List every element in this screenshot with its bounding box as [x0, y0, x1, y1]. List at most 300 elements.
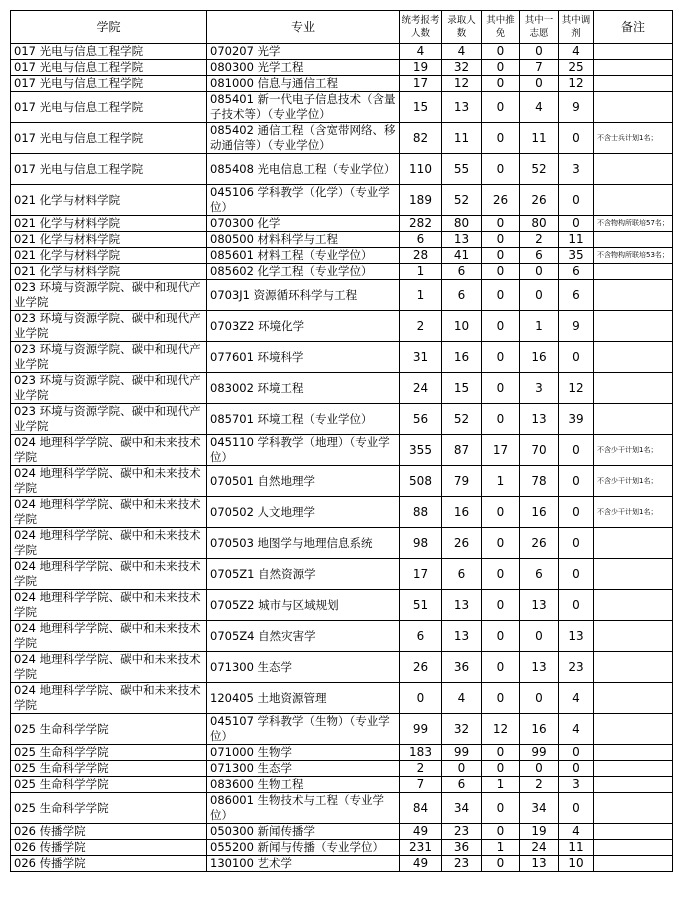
first-choice-cell: 13	[520, 590, 559, 621]
first-choice-cell: 24	[520, 840, 559, 856]
college-cell: 025 生命科学学院	[11, 793, 207, 824]
table-row	[11, 404, 673, 435]
major-cell: 070501 自然地理学	[207, 466, 400, 497]
table-row	[11, 714, 673, 745]
note-cell: 不含士兵计划1名；	[594, 123, 673, 154]
header-major: 专业	[207, 11, 400, 44]
first-choice-cell: 34	[520, 793, 559, 824]
note-cell: 不含少干计划1名；	[594, 466, 673, 497]
adjusted-cell: 9	[559, 92, 594, 123]
admitted-cell: 41	[442, 248, 482, 264]
note-cell	[594, 92, 673, 123]
note-cell	[594, 154, 673, 185]
recommended-cell: 26	[482, 185, 520, 216]
applicants-cell: 15	[400, 92, 442, 123]
table-row	[11, 92, 673, 123]
admitted-cell: 11	[442, 123, 482, 154]
adjusted-cell: 0	[559, 466, 594, 497]
major-cell: 045110 学科教学（地理）（专业学位）	[207, 435, 400, 466]
recommended-cell: 0	[482, 793, 520, 824]
applicants-cell: 4	[400, 44, 442, 60]
first-choice-cell: 4	[520, 92, 559, 123]
note-cell: 不含物构所联培53名；	[594, 248, 673, 264]
college-cell: 017 光电与信息工程学院	[11, 76, 207, 92]
college-cell: 017 光电与信息工程学院	[11, 92, 207, 123]
note-cell	[594, 404, 673, 435]
first-choice-cell: 11	[520, 123, 559, 154]
header-note: 备注	[594, 11, 673, 44]
table-row	[11, 44, 673, 60]
adjusted-cell: 39	[559, 404, 594, 435]
header-adjusted: 其中调剂	[559, 11, 594, 44]
admitted-cell: 16	[442, 342, 482, 373]
table-row	[11, 683, 673, 714]
adjusted-cell: 10	[559, 856, 594, 872]
note-cell: 不含少干计划1名；	[594, 497, 673, 528]
adjusted-cell: 11	[559, 232, 594, 248]
college-cell: 024 地理科学学院、碳中和未来技术学院	[11, 497, 207, 528]
major-cell: 085401 新一代电子信息技术（含量子技术等）（专业学位）	[207, 92, 400, 123]
first-choice-cell: 0	[520, 264, 559, 280]
college-cell: 017 光电与信息工程学院	[11, 44, 207, 60]
note-cell	[594, 761, 673, 777]
applicants-cell: 282	[400, 216, 442, 232]
recommended-cell: 0	[482, 216, 520, 232]
note-cell	[594, 342, 673, 373]
first-choice-cell: 0	[520, 44, 559, 60]
applicants-cell: 19	[400, 60, 442, 76]
major-cell: 086001 生物技术与工程（专业学位）	[207, 793, 400, 824]
table-row	[11, 373, 673, 404]
admitted-cell: 55	[442, 154, 482, 185]
applicants-cell: 28	[400, 248, 442, 264]
first-choice-cell: 0	[520, 280, 559, 311]
major-cell: 0703J1 资源循环科学与工程	[207, 280, 400, 311]
adjusted-cell: 23	[559, 652, 594, 683]
applicants-cell: 99	[400, 714, 442, 745]
college-cell: 017 光电与信息工程学院	[11, 60, 207, 76]
note-cell	[594, 621, 673, 652]
first-choice-cell: 19	[520, 824, 559, 840]
table-row	[11, 856, 673, 872]
note-cell	[594, 76, 673, 92]
first-choice-cell: 0	[520, 683, 559, 714]
admitted-cell: 4	[442, 683, 482, 714]
first-choice-cell: 3	[520, 373, 559, 404]
adjusted-cell: 6	[559, 264, 594, 280]
applicants-cell: 355	[400, 435, 442, 466]
college-cell: 021 化学与材料学院	[11, 264, 207, 280]
header-row	[11, 11, 673, 44]
college-cell: 025 生命科学学院	[11, 745, 207, 761]
college-cell: 024 地理科学学院、碳中和未来技术学院	[11, 559, 207, 590]
adjusted-cell: 3	[559, 777, 594, 793]
college-cell: 025 生命科学学院	[11, 761, 207, 777]
major-cell: 081000 信息与通信工程	[207, 76, 400, 92]
college-cell: 021 化学与材料学院	[11, 216, 207, 232]
admitted-cell: 15	[442, 373, 482, 404]
table-row	[11, 840, 673, 856]
adjusted-cell: 4	[559, 44, 594, 60]
table-row	[11, 466, 673, 497]
recommended-cell: 1	[482, 840, 520, 856]
table-row	[11, 528, 673, 559]
applicants-cell: 2	[400, 761, 442, 777]
admitted-cell: 13	[442, 92, 482, 123]
adjusted-cell: 6	[559, 280, 594, 311]
applicants-cell: 7	[400, 777, 442, 793]
major-cell: 085602 化学工程（专业学位）	[207, 264, 400, 280]
recommended-cell: 0	[482, 528, 520, 559]
major-cell: 083600 生物工程	[207, 777, 400, 793]
recommended-cell: 0	[482, 44, 520, 60]
first-choice-cell: 80	[520, 216, 559, 232]
major-cell: 071300 生态学	[207, 652, 400, 683]
admitted-cell: 26	[442, 528, 482, 559]
adjusted-cell: 0	[559, 435, 594, 466]
table-row	[11, 264, 673, 280]
college-cell: 024 地理科学学院、碳中和未来技术学院	[11, 435, 207, 466]
admitted-cell: 13	[442, 232, 482, 248]
admitted-cell: 0	[442, 761, 482, 777]
applicants-cell: 26	[400, 652, 442, 683]
recommended-cell: 0	[482, 123, 520, 154]
recommended-cell: 0	[482, 280, 520, 311]
adjusted-cell: 0	[559, 590, 594, 621]
major-cell: 045106 学科教学（化学）（专业学位）	[207, 185, 400, 216]
major-cell: 085402 通信工程（含宽带网络、移动通信等）（专业学位）	[207, 123, 400, 154]
table-row	[11, 216, 673, 232]
college-cell: 017 光电与信息工程学院	[11, 123, 207, 154]
table-row	[11, 777, 673, 793]
major-cell: 070300 化学	[207, 216, 400, 232]
college-cell: 024 地理科学学院、碳中和未来技术学院	[11, 683, 207, 714]
table-row	[11, 248, 673, 264]
adjusted-cell: 9	[559, 311, 594, 342]
admitted-cell: 6	[442, 559, 482, 590]
college-cell: 023 环境与资源学院、碳中和现代产业学院	[11, 342, 207, 373]
adjusted-cell: 0	[559, 528, 594, 559]
applicants-cell: 17	[400, 76, 442, 92]
note-cell	[594, 264, 673, 280]
admitted-cell: 32	[442, 714, 482, 745]
table-row	[11, 652, 673, 683]
applicants-cell: 231	[400, 840, 442, 856]
admitted-cell: 34	[442, 793, 482, 824]
table-row	[11, 621, 673, 652]
note-cell: 不含物构所联培57名；	[594, 216, 673, 232]
adjusted-cell: 4	[559, 683, 594, 714]
first-choice-cell: 13	[520, 404, 559, 435]
adjusted-cell: 0	[559, 123, 594, 154]
recommended-cell: 0	[482, 154, 520, 185]
first-choice-cell: 13	[520, 856, 559, 872]
header-applicants: 统考报考人数	[400, 11, 442, 44]
applicants-cell: 56	[400, 404, 442, 435]
header-admitted: 录取人数	[442, 11, 482, 44]
header-first-choice: 其中一志愿	[520, 11, 559, 44]
table-row	[11, 793, 673, 824]
recommended-cell: 0	[482, 590, 520, 621]
major-cell: 045107 学科教学（生物）（专业学位）	[207, 714, 400, 745]
applicants-cell: 24	[400, 373, 442, 404]
recommended-cell: 0	[482, 652, 520, 683]
college-cell: 026 传播学院	[11, 824, 207, 840]
college-cell: 026 传播学院	[11, 840, 207, 856]
table-row	[11, 123, 673, 154]
admitted-cell: 6	[442, 777, 482, 793]
college-cell: 021 化学与材料学院	[11, 248, 207, 264]
applicants-cell: 6	[400, 621, 442, 652]
header-recommended: 其中推免	[482, 11, 520, 44]
applicants-cell: 6	[400, 232, 442, 248]
recommended-cell: 1	[482, 777, 520, 793]
major-cell: 0705Z4 自然灾害学	[207, 621, 400, 652]
recommended-cell: 0	[482, 761, 520, 777]
recommended-cell: 0	[482, 404, 520, 435]
admitted-cell: 52	[442, 404, 482, 435]
recommended-cell: 0	[482, 745, 520, 761]
major-cell: 0703Z2 环境化学	[207, 311, 400, 342]
recommended-cell: 0	[482, 559, 520, 590]
admitted-cell: 23	[442, 856, 482, 872]
major-cell: 071300 生态学	[207, 761, 400, 777]
major-cell: 083002 环境工程	[207, 373, 400, 404]
major-cell: 085408 光电信息工程（专业学位）	[207, 154, 400, 185]
major-cell: 080500 材料科学与工程	[207, 232, 400, 248]
recommended-cell: 1	[482, 466, 520, 497]
table-row	[11, 824, 673, 840]
college-cell: 024 地理科学学院、碳中和未来技术学院	[11, 621, 207, 652]
major-cell: 055200 新闻与传播（专业学位）	[207, 840, 400, 856]
admitted-cell: 13	[442, 621, 482, 652]
table-row	[11, 60, 673, 76]
recommended-cell: 0	[482, 60, 520, 76]
note-cell	[594, 590, 673, 621]
recommended-cell: 0	[482, 264, 520, 280]
table-row	[11, 185, 673, 216]
recommended-cell: 0	[482, 76, 520, 92]
table-row	[11, 154, 673, 185]
adjusted-cell: 12	[559, 373, 594, 404]
first-choice-cell: 26	[520, 185, 559, 216]
college-cell: 024 地理科学学院、碳中和未来技术学院	[11, 590, 207, 621]
college-cell: 024 地理科学学院、碳中和未来技术学院	[11, 652, 207, 683]
recommended-cell: 0	[482, 373, 520, 404]
major-cell: 071000 生物学	[207, 745, 400, 761]
note-cell	[594, 652, 673, 683]
table-row	[11, 342, 673, 373]
note-cell	[594, 44, 673, 60]
admitted-cell: 13	[442, 590, 482, 621]
major-cell: 080300 光学工程	[207, 60, 400, 76]
college-cell: 023 环境与资源学院、碳中和现代产业学院	[11, 311, 207, 342]
college-cell: 017 光电与信息工程学院	[11, 154, 207, 185]
header-college: 学院	[11, 11, 207, 44]
applicants-cell: 508	[400, 466, 442, 497]
table-row	[11, 311, 673, 342]
recommended-cell: 12	[482, 714, 520, 745]
table-row	[11, 435, 673, 466]
applicants-cell: 17	[400, 559, 442, 590]
admitted-cell: 80	[442, 216, 482, 232]
first-choice-cell: 0	[520, 761, 559, 777]
table-row	[11, 745, 673, 761]
note-cell	[594, 185, 673, 216]
adjusted-cell: 0	[559, 216, 594, 232]
college-cell: 025 生命科学学院	[11, 777, 207, 793]
applicants-cell: 1	[400, 280, 442, 311]
applicants-cell: 2	[400, 311, 442, 342]
recommended-cell: 0	[482, 497, 520, 528]
applicants-cell: 98	[400, 528, 442, 559]
first-choice-cell: 0	[520, 76, 559, 92]
admitted-cell: 16	[442, 497, 482, 528]
college-cell: 023 环境与资源学院、碳中和现代产业学院	[11, 404, 207, 435]
adjusted-cell: 4	[559, 714, 594, 745]
applicants-cell: 49	[400, 824, 442, 840]
admitted-cell: 12	[442, 76, 482, 92]
adjusted-cell: 35	[559, 248, 594, 264]
admitted-cell: 36	[442, 840, 482, 856]
recommended-cell: 0	[482, 248, 520, 264]
applicants-cell: 0	[400, 683, 442, 714]
table-body	[11, 44, 673, 872]
first-choice-cell: 78	[520, 466, 559, 497]
first-choice-cell: 6	[520, 559, 559, 590]
major-cell: 070503 地图学与地理信息系统	[207, 528, 400, 559]
applicants-cell: 82	[400, 123, 442, 154]
recommended-cell: 17	[482, 435, 520, 466]
applicants-cell: 84	[400, 793, 442, 824]
major-cell: 120405 土地资源管理	[207, 683, 400, 714]
recommended-cell: 0	[482, 311, 520, 342]
major-cell: 070502 人文地理学	[207, 497, 400, 528]
adjusted-cell: 12	[559, 76, 594, 92]
adjusted-cell: 0	[559, 185, 594, 216]
adjusted-cell: 0	[559, 497, 594, 528]
college-cell: 026 传播学院	[11, 856, 207, 872]
college-cell: 023 环境与资源学院、碳中和现代产业学院	[11, 280, 207, 311]
recommended-cell: 0	[482, 856, 520, 872]
college-cell: 021 化学与材料学院	[11, 185, 207, 216]
major-cell: 0705Z2 城市与区域规划	[207, 590, 400, 621]
table-row	[11, 497, 673, 528]
applicants-cell: 88	[400, 497, 442, 528]
table-row	[11, 590, 673, 621]
note-cell	[594, 559, 673, 590]
applicants-cell: 110	[400, 154, 442, 185]
adjusted-cell: 11	[559, 840, 594, 856]
table-row	[11, 232, 673, 248]
note-cell	[594, 60, 673, 76]
recommended-cell: 0	[482, 342, 520, 373]
adjusted-cell: 0	[559, 745, 594, 761]
applicants-cell: 49	[400, 856, 442, 872]
college-cell: 023 环境与资源学院、碳中和现代产业学院	[11, 373, 207, 404]
first-choice-cell: 2	[520, 777, 559, 793]
table-row	[11, 76, 673, 92]
applicants-cell: 51	[400, 590, 442, 621]
admitted-cell: 23	[442, 824, 482, 840]
college-cell: 021 化学与材料学院	[11, 232, 207, 248]
table-row	[11, 559, 673, 590]
admitted-cell: 4	[442, 44, 482, 60]
first-choice-cell: 52	[520, 154, 559, 185]
first-choice-cell: 6	[520, 248, 559, 264]
note-cell	[594, 683, 673, 714]
adjusted-cell: 0	[559, 559, 594, 590]
major-cell: 085601 材料工程（专业学位）	[207, 248, 400, 264]
college-cell: 024 地理科学学院、碳中和未来技术学院	[11, 466, 207, 497]
note-cell	[594, 745, 673, 761]
first-choice-cell: 16	[520, 497, 559, 528]
major-cell: 085701 环境工程（专业学位）	[207, 404, 400, 435]
first-choice-cell: 13	[520, 652, 559, 683]
note-cell	[594, 714, 673, 745]
first-choice-cell: 70	[520, 435, 559, 466]
adjusted-cell: 0	[559, 793, 594, 824]
note-cell: 不含少干计划1名；	[594, 435, 673, 466]
applicants-cell: 1	[400, 264, 442, 280]
admitted-cell: 79	[442, 466, 482, 497]
first-choice-cell: 26	[520, 528, 559, 559]
first-choice-cell: 2	[520, 232, 559, 248]
applicants-cell: 31	[400, 342, 442, 373]
admitted-cell: 10	[442, 311, 482, 342]
major-cell: 0705Z1 自然资源学	[207, 559, 400, 590]
first-choice-cell: 99	[520, 745, 559, 761]
admitted-cell: 36	[442, 652, 482, 683]
applicants-cell: 189	[400, 185, 442, 216]
first-choice-cell: 0	[520, 621, 559, 652]
recommended-cell: 0	[482, 92, 520, 123]
table-row	[11, 761, 673, 777]
note-cell	[594, 856, 673, 872]
table-row	[11, 280, 673, 311]
admission-table	[10, 10, 673, 872]
adjusted-cell: 0	[559, 761, 594, 777]
recommended-cell: 0	[482, 683, 520, 714]
admitted-cell: 87	[442, 435, 482, 466]
first-choice-cell: 16	[520, 342, 559, 373]
admitted-cell: 6	[442, 280, 482, 311]
adjusted-cell: 3	[559, 154, 594, 185]
adjusted-cell: 25	[559, 60, 594, 76]
recommended-cell: 0	[482, 621, 520, 652]
note-cell	[594, 793, 673, 824]
adjusted-cell: 13	[559, 621, 594, 652]
applicants-cell: 183	[400, 745, 442, 761]
admitted-cell: 32	[442, 60, 482, 76]
note-cell	[594, 280, 673, 311]
recommended-cell: 0	[482, 232, 520, 248]
adjusted-cell: 4	[559, 824, 594, 840]
note-cell	[594, 373, 673, 404]
college-cell: 025 生命科学学院	[11, 714, 207, 745]
note-cell	[594, 528, 673, 559]
admitted-cell: 52	[442, 185, 482, 216]
major-cell: 130100 艺术学	[207, 856, 400, 872]
recommended-cell: 0	[482, 824, 520, 840]
college-cell: 024 地理科学学院、碳中和未来技术学院	[11, 528, 207, 559]
admitted-cell: 6	[442, 264, 482, 280]
note-cell	[594, 840, 673, 856]
major-cell: 070207 光学	[207, 44, 400, 60]
adjusted-cell: 0	[559, 342, 594, 373]
note-cell	[594, 232, 673, 248]
first-choice-cell: 16	[520, 714, 559, 745]
